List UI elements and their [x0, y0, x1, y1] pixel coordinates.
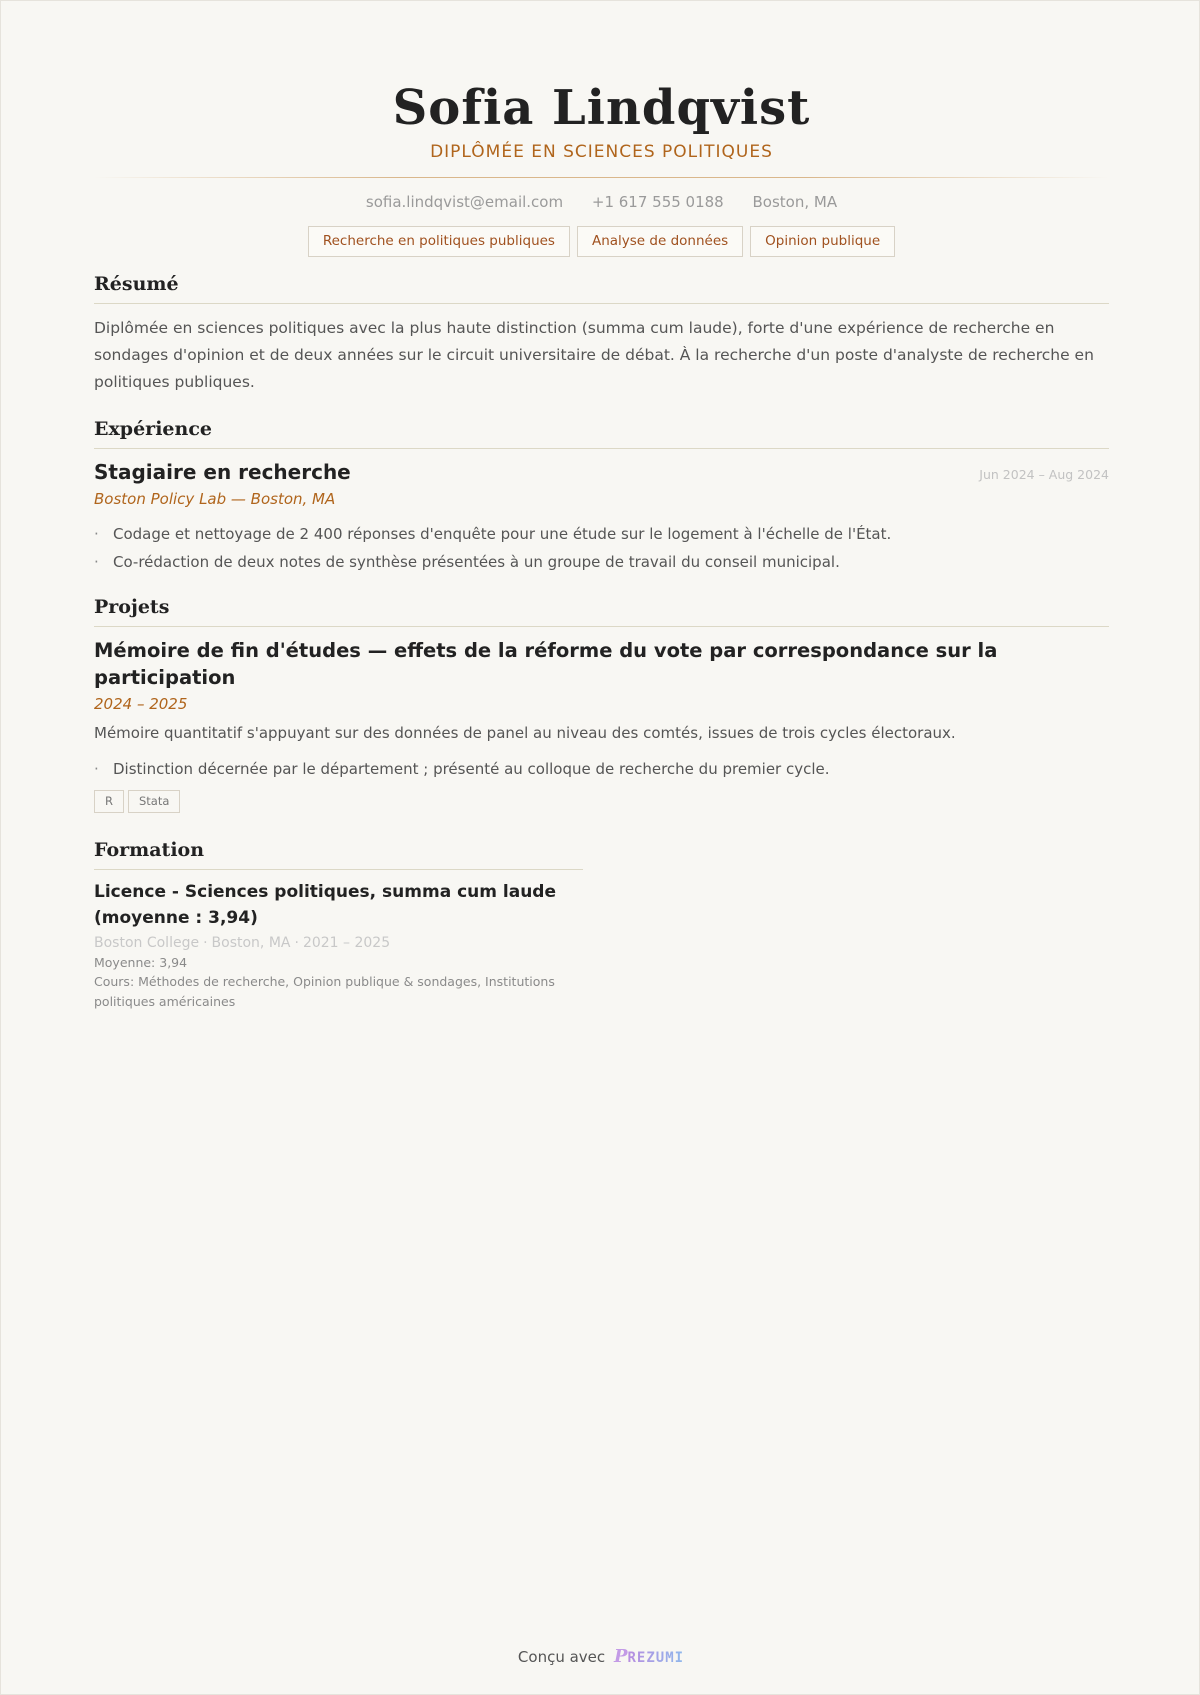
skill-tag: Opinion publique [750, 226, 895, 257]
section-title-summary: Résumé [94, 273, 1109, 304]
projects-section [94, 596, 1109, 813]
education-item [94, 879, 583, 1012]
footer [1, 1646, 1200, 1667]
contact-location: Boston, MA [752, 193, 838, 211]
project-item [94, 637, 1109, 813]
brand-name[interactable]: REZUMI [627, 1650, 685, 1666]
project-bullet: · Distinction décernée par le département ; présenté au colloque de recherche du premier cycle. [94, 755, 1109, 783]
education-dates: 2021 – 2025 [302, 935, 391, 951]
skill-tag: Analyse de données [577, 226, 743, 257]
degree-title: Licence - Sciences politiques, summa cum laude (moyenne : 3,94) [94, 882, 556, 928]
job-bullet: · Co-rédaction de deux notes de synthèse présentées à un groupe de travail du conseil municipal. [94, 548, 1109, 576]
project-bullets [94, 755, 1109, 783]
school-name: Boston College [94, 935, 200, 951]
contact-info [94, 192, 1109, 212]
header-divider [94, 177, 1109, 178]
job-dates: Jun 2024 – Aug 2024 [979, 467, 1109, 482]
job-header [94, 460, 1109, 484]
skill-tag: Recherche en politiques publiques [308, 226, 570, 257]
project-description: Mémoire quantitatif s'appuyant sur des données de panel au niveau des comtés, issues de trois cycles électoraux. [94, 724, 956, 742]
candidate-headline: DIPLÔMÉE EN SCIENCES POLITIQUES [430, 142, 773, 162]
tool-tag: R [94, 790, 124, 813]
summary-section [94, 273, 1109, 396]
education-courses: Cours: Méthodes de recherche, Opinion publique & sondages, Institutions politiques américaines [94, 974, 555, 1009]
contact-email[interactable]: sofia.lindqvist@email.com [365, 193, 564, 211]
section-title-education: Formation [94, 839, 583, 870]
job-organization: Boston Policy Lab — Boston, MA [94, 490, 336, 508]
experience-item [94, 460, 1109, 576]
resume-page [94, 1, 1109, 1012]
job-title: Stagiaire en recherche [94, 460, 351, 484]
project-title: Mémoire de fin d'études — effets de la réforme du vote par correspondance sur la participation [94, 639, 998, 689]
education-gpa: Moyenne: 3,94 [94, 955, 188, 970]
contact-phone[interactable]: +1 617 555 0188 [591, 193, 724, 211]
summary-text: Diplômée en sciences politiques avec la plus haute distinction (summa cum laude), forte d'une expérience de recherche en sondages d'opinion et de deux années sur le circuit universitaire de débat. À la recherche d'un poste d'analyste de recherche en politiques publiques. [94, 319, 1094, 391]
candidate-name: Sofia Lindqvist [392, 80, 811, 136]
footer-text: Conçu avec [517, 1648, 606, 1666]
experience-section [94, 418, 1109, 576]
project-dates: 2024 – 2025 [94, 695, 188, 713]
tool-tag: Stata [128, 790, 180, 813]
skill-tags [94, 226, 1109, 257]
project-tools [94, 790, 1109, 813]
section-title-projects: Projets [94, 596, 1109, 627]
resume-header [94, 1, 1109, 257]
brand-logo-icon[interactable]: P [613, 1646, 628, 1667]
section-title-experience: Expérience [94, 418, 1109, 449]
job-bullet: · Codage et nettoyage de 2 400 réponses d'enquête pour une étude sur le logement à l'échelle de l'État. [94, 520, 1109, 548]
job-bullets [94, 520, 1109, 576]
education-meta: Boston College · Boston, MA · 2021 – 2025 [94, 935, 391, 951]
school-location: Boston, MA [211, 935, 291, 951]
education-section [94, 839, 583, 1012]
